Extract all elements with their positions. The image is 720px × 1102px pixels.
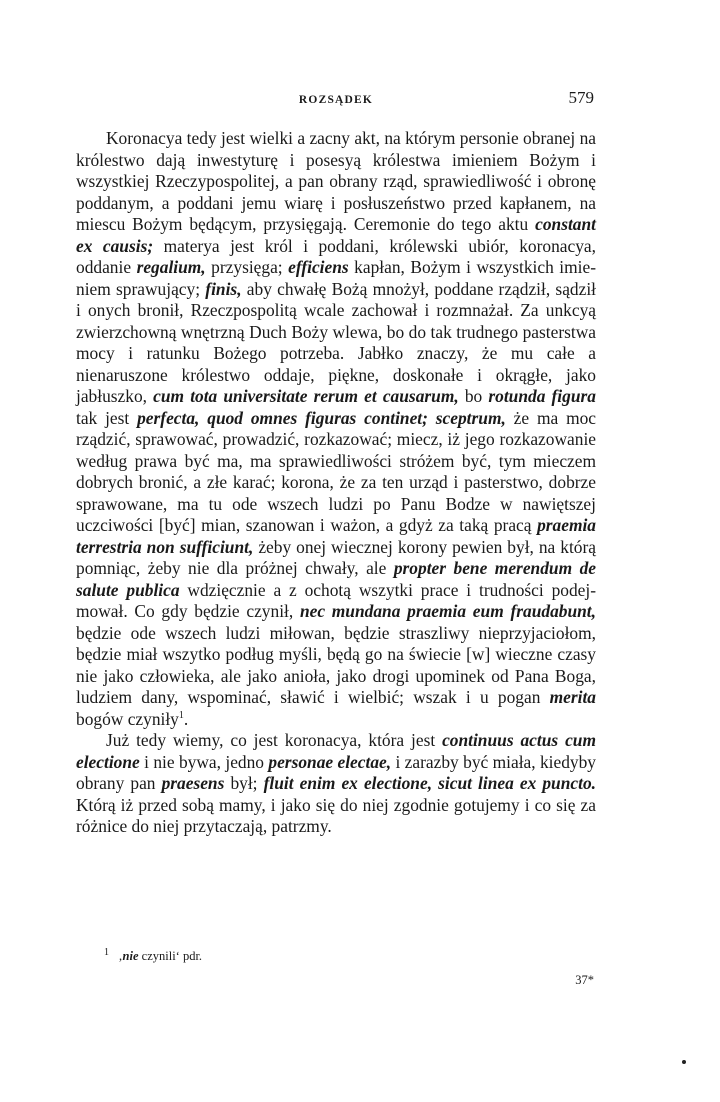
latin-phrase: nec mundana praemia eum fraudabunt, <box>299 601 596 621</box>
latin-phrase: fluit enim ex electione, sicut linea ex puncto. <box>263 773 596 793</box>
text-run: Już tedy wiemy, co jest koronacya, która jest <box>106 730 443 750</box>
page-header <box>76 88 596 112</box>
text-run: kapłan, Bożym i wszystkich imieniem sprawujący; <box>76 257 596 299</box>
paragraph <box>76 730 596 838</box>
footnote <box>104 946 203 964</box>
footnote-mark: 1 <box>104 946 109 958</box>
text-run: Którą iż przed sobą mamy, i jako się do niej zgodnie gotujemy i co się za różnice do niej przytaczają, patrzmy. <box>76 794 596 836</box>
text-run: był; <box>224 773 264 793</box>
text-run: bo <box>458 386 489 406</box>
latin-phrase: constant ex causis; <box>76 214 596 256</box>
text-run: będzie ode wszech ludzi miłowan, będzie straszliwy nieprzyjaciołom, będzie miał wszytko podług myśli, będą go na świecie [w] wieczne czasy nie jako człowieka, ale jako anioła, jako drogi upominek od Pana Boga, ludziem dany, wspominać, sławić i wielbić; wszak i u pogan <box>76 622 596 707</box>
footnote-italic-word: nie <box>122 949 139 963</box>
text-run: . <box>183 708 189 729</box>
latin-phrase: praemia terrestria non sufficiunt, <box>76 515 596 557</box>
footnote-quote-open: ‚ <box>118 949 123 963</box>
text-run: że ma moc rządzić, sprawować, prowadzić, rozkazować; miecz, iż jego rozkazowanie według prawa być ma, ma sprawiedliwości stróżem być, tym mieczem dobrych bronić, a złe karać; korona, że za ten urząd i pasterstwo, dobrze sprawowane, ma tu ode wszech ludzi po Panu Bodze w nawiętszej uczciwości [być] mian, szanowan i ważon, a gdyż za taką pracą <box>76 407 597 535</box>
latin-phrase: perfecta, quod omnes figuras continet; sceptrum, <box>137 407 506 428</box>
text-run: i zarazby być miała, kiedyby obrany pan <box>76 751 596 793</box>
text-run: aby chwałę Bożą mnożył, poddane rządził, sądził i onych bronił, Rzeczpospolitą wcale zachował i rozmnażał. Za unkcyą zwierzchowną wnętrzną Duch Boży wlewa, bo do tak trudnego pasterstwa mocy i ratunku Bożego potrzeba. Jabłko znaczy, że mu całe a nienaruszone królestwo oddaje, piękne, doskonałe i okrągłe, jako jabłuszko, <box>76 278 596 406</box>
text-run: materya jest król i poddani, królewski ubiór, koronacya, oddanie <box>76 235 596 277</box>
page-number: 579 <box>568 88 594 107</box>
latin-phrase: personae electae, <box>268 751 392 772</box>
footnote-text: czynili‘ pdr. <box>138 949 203 963</box>
printer-signature: 37* <box>575 973 594 987</box>
running-head: ROZSĄDEK <box>298 94 374 106</box>
paragraph <box>76 128 596 730</box>
footnote-ref: 1 <box>178 709 184 721</box>
text-run: przysięga; <box>205 257 289 277</box>
text-run: żeby onej wiecznej korony pewien był, na którą pomniąc, żeby nie dla próżnej chwały, ale <box>76 536 596 578</box>
latin-phrase: cum tota universitate rerum et causarum, <box>153 386 459 406</box>
latin-phrase: praesens <box>161 773 225 793</box>
latin-phrase: regalium, <box>136 257 206 277</box>
latin-phrase: continuus actus cum electione <box>76 730 596 772</box>
text-run: bogów czyniły <box>76 708 179 729</box>
text-run: wdzięcznie a z ochotą wszytki prace i trudności podejmował. Co gdy będzie czynił, <box>76 579 597 621</box>
text-run: tak jest <box>76 407 138 428</box>
text-run: i nie bywa, jedno <box>139 751 269 772</box>
text-run: Koronacya tedy jest wielki a zacny akt, na którym personie obranej na królestwo dają inwestyturę i posesyą królestwa imieniem Bożym i wszystkiej Rzeczypospolitej, a pan obrany rząd, sprawiedliwość i obronę poddanym, a poddani jemu wiarę i posłuszeństwo przed kapłanem, na miescu Bożym będącym, przysięgają. Ceremonie do tego aktu <box>76 128 596 234</box>
latin-phrase: efficiens <box>288 257 349 277</box>
latin-phrase: finis, <box>205 278 242 299</box>
latin-phrase: merita <box>549 687 596 707</box>
body-text <box>76 128 596 838</box>
latin-phrase: rotunda figura <box>488 386 596 406</box>
latin-phrase: propter bene merendum de salute publica <box>76 558 597 600</box>
scan-speck <box>682 1060 686 1064</box>
